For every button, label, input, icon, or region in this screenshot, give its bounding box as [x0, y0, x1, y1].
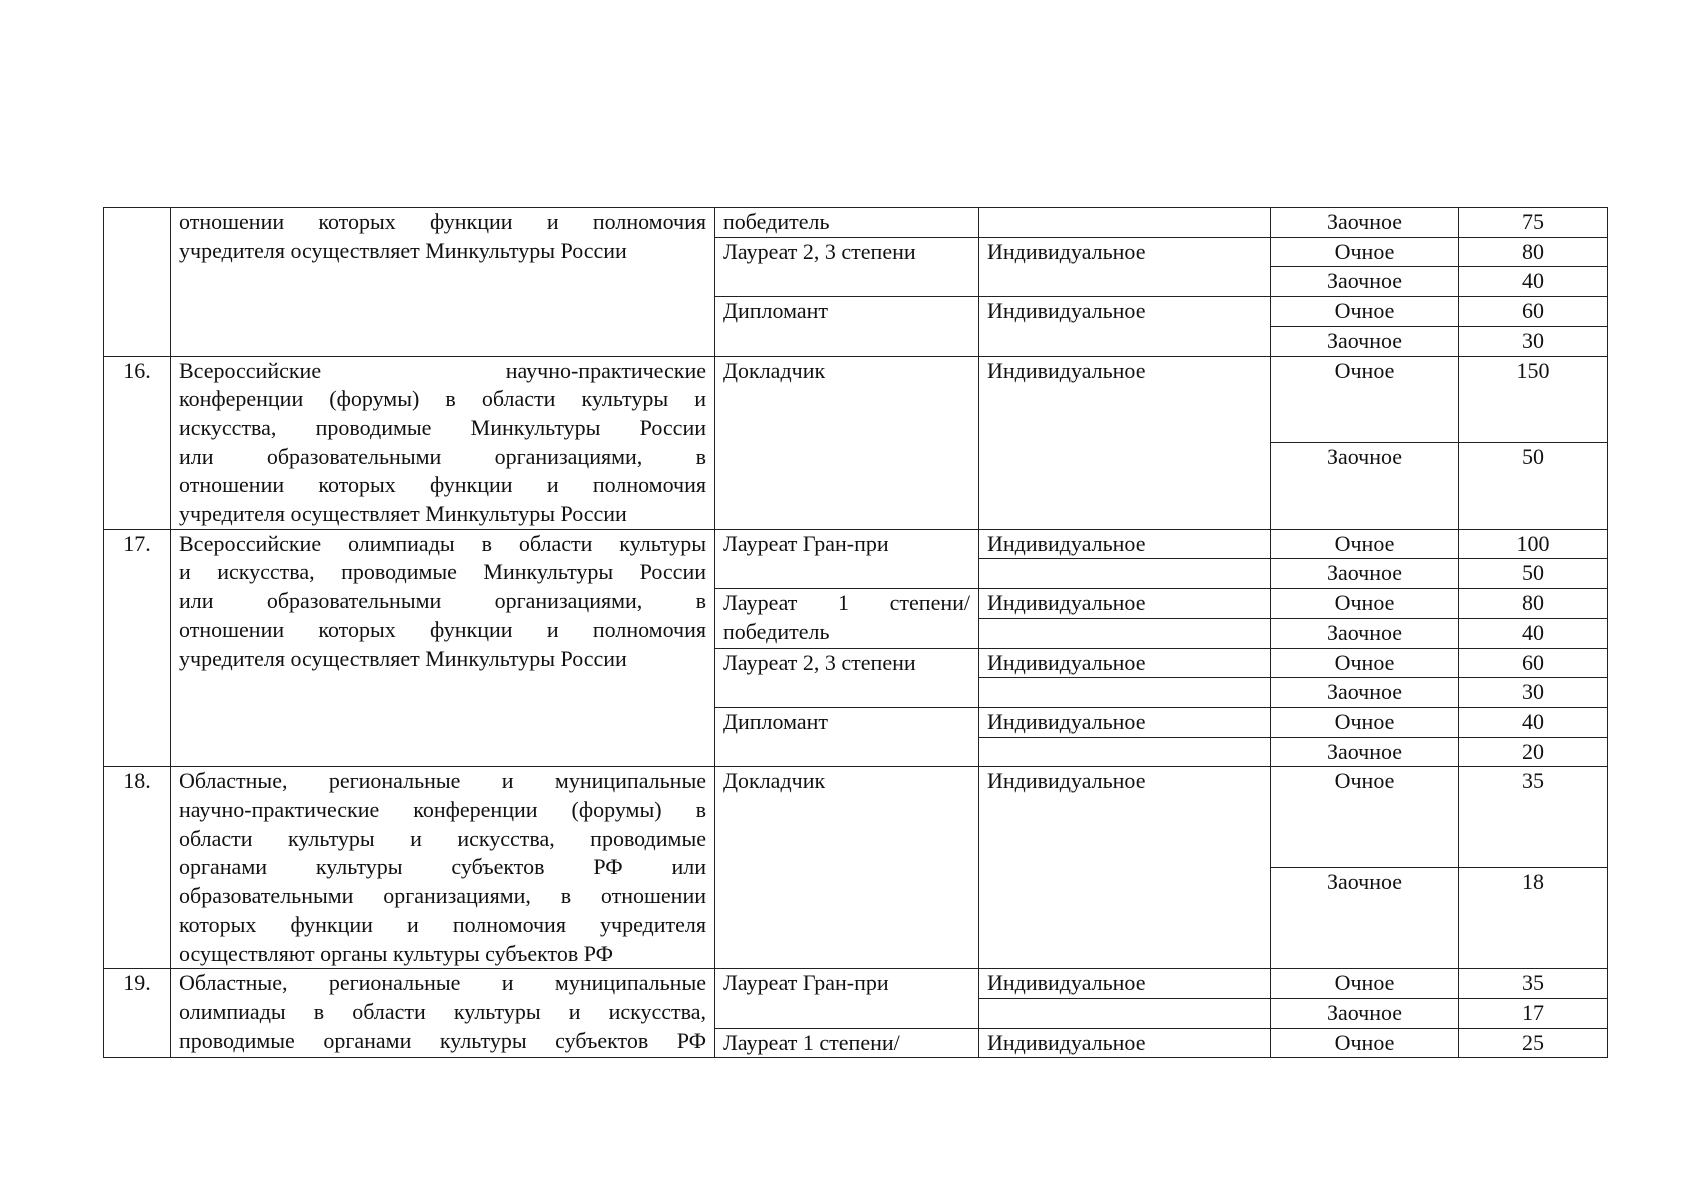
- row-number: 17.: [104, 529, 171, 767]
- participation-mode: Заочное: [1271, 443, 1459, 530]
- row-number: [104, 208, 171, 357]
- participation-mode: Заочное: [1271, 737, 1459, 767]
- description-line: учредителя осуществляет Минкультуры России: [179, 237, 627, 263]
- participation-type: Индивидуальное: [979, 237, 1271, 296]
- points-value: 75: [1459, 208, 1608, 238]
- participation-mode: Заочное: [1271, 868, 1459, 969]
- row-number: 18.: [104, 767, 171, 969]
- participation-mode: Очное: [1271, 707, 1459, 737]
- description-line: научно-практические конференции (форумы) в: [179, 797, 706, 823]
- points-value: 50: [1459, 443, 1608, 530]
- participation-type: Индивидуальное: [979, 1028, 1271, 1058]
- participation-type: Индивидуальное: [979, 767, 1271, 969]
- award-title-line: Лауреат 1 степени/: [723, 590, 970, 616]
- participation-type: [979, 208, 1271, 238]
- award-title-line: Дипломант: [723, 708, 829, 734]
- participation-type: [979, 559, 1271, 589]
- description-line: образовательными организациями, в отношении: [179, 883, 706, 909]
- description-line: которых функции и полномочия учредителя: [179, 911, 706, 937]
- points-value: 100: [1459, 529, 1608, 559]
- participation-mode: Очное: [1271, 237, 1459, 267]
- participation-type: Индивидуальное: [979, 969, 1271, 999]
- participation-mode: Заочное: [1271, 559, 1459, 589]
- table-row: [104, 208, 1608, 238]
- points-value: 30: [1459, 678, 1608, 708]
- points-value: 40: [1459, 618, 1608, 648]
- event-description: [171, 356, 715, 529]
- award-title-line: Дипломант: [723, 298, 829, 324]
- description-line: отношении которых функции и полномочия: [179, 209, 706, 234]
- participation-type: [979, 678, 1271, 708]
- participation-mode: Заочное: [1271, 678, 1459, 708]
- participation-mode: Очное: [1271, 767, 1459, 868]
- table-row: [104, 529, 1608, 559]
- description-line: Всероссийские научно-практические: [179, 357, 706, 383]
- row-number: 19.: [104, 969, 171, 1058]
- award-title: [715, 297, 979, 356]
- award-title-line: Докладчик: [723, 357, 826, 383]
- award-title: [715, 589, 979, 648]
- participation-type: [979, 618, 1271, 648]
- award-title-line: победитель: [723, 209, 830, 234]
- points-value: 17: [1459, 998, 1608, 1028]
- points-value: 40: [1459, 267, 1608, 297]
- award-title-line: Докладчик: [723, 768, 826, 794]
- event-description: [171, 969, 715, 1058]
- participation-mode: Очное: [1271, 297, 1459, 327]
- participation-mode: Очное: [1271, 648, 1459, 678]
- award-title-line: Лауреат Гран-при: [723, 530, 889, 556]
- table-row: [104, 969, 1608, 999]
- description-line: и искусства, проводимые Минкультуры России: [179, 559, 706, 585]
- participation-mode: Очное: [1271, 969, 1459, 999]
- awards-points-table: [103, 207, 1608, 1058]
- points-value: 35: [1459, 767, 1608, 868]
- award-title-line: победитель: [723, 618, 830, 644]
- description-line: искусства, проводимые Минкультуры России: [179, 414, 706, 440]
- points-value: 150: [1459, 356, 1608, 443]
- participation-mode: Заочное: [1271, 267, 1459, 297]
- description-line: учредителя осуществляет Минкультуры России: [179, 645, 627, 671]
- description-line: отношении которых функции и полномочия: [179, 616, 706, 642]
- participation-mode: Заочное: [1271, 326, 1459, 356]
- award-title: [715, 707, 979, 766]
- award-title: [715, 208, 979, 238]
- description-line: Областные, региональные и муниципальные: [179, 768, 706, 794]
- description-line: Областные, региональные и муниципальные: [179, 970, 706, 996]
- table-row: [104, 767, 1608, 868]
- row-number: 16.: [104, 356, 171, 529]
- participation-type: [979, 737, 1271, 767]
- award-title: [715, 356, 979, 529]
- description-line: области культуры и искусства, проводимые: [179, 825, 706, 851]
- points-value: 20: [1459, 737, 1608, 767]
- award-title: [715, 529, 979, 588]
- participation-mode: Очное: [1271, 1028, 1459, 1058]
- award-title-line: Лауреат 2, 3 степени: [723, 238, 916, 264]
- points-value: 35: [1459, 969, 1608, 999]
- description-line: конференции (форумы) в области культуры и: [179, 386, 706, 412]
- points-value: 60: [1459, 648, 1608, 678]
- description-line: или образовательными организациями, в: [179, 588, 706, 614]
- participation-type: Индивидуальное: [979, 356, 1271, 529]
- participation-type: Индивидуальное: [979, 529, 1271, 559]
- description-line: олимпиады в области культуры и искусства,: [179, 998, 706, 1024]
- points-value: 60: [1459, 297, 1608, 327]
- description-line: органами культуры субъектов РФ или: [179, 854, 706, 880]
- points-value: 80: [1459, 589, 1608, 619]
- table-row: [104, 356, 1608, 443]
- award-title-line: Лауреат 1 степени/: [723, 1029, 900, 1055]
- points-value: 40: [1459, 707, 1608, 737]
- award-title: [715, 767, 979, 969]
- participation-mode: Заочное: [1271, 998, 1459, 1028]
- participation-type: Индивидуальное: [979, 589, 1271, 619]
- points-value: 30: [1459, 326, 1608, 356]
- points-value: 50: [1459, 559, 1608, 589]
- participation-type: [979, 998, 1271, 1028]
- points-value: 25: [1459, 1028, 1608, 1058]
- description-line: Всероссийские олимпиады в области культуры: [179, 530, 706, 556]
- participation-mode: Очное: [1271, 356, 1459, 443]
- award-title: [715, 648, 979, 707]
- participation-type: Индивидуальное: [979, 707, 1271, 737]
- description-line: проводимые органами культуры субъектов РФ: [179, 1027, 706, 1053]
- description-line: осуществляют органы культуры субъектов РФ: [179, 940, 613, 966]
- points-value: 80: [1459, 237, 1608, 267]
- award-title: [715, 969, 979, 1028]
- event-description: [171, 767, 715, 969]
- participation-type: Индивидуальное: [979, 297, 1271, 356]
- award-title-line: Лауреат Гран-при: [723, 970, 889, 996]
- participation-mode: Заочное: [1271, 208, 1459, 238]
- participation-mode: Заочное: [1271, 618, 1459, 648]
- award-title-line: Лауреат 2, 3 степени: [723, 649, 916, 675]
- event-description: [171, 208, 715, 357]
- points-value: 18: [1459, 868, 1608, 969]
- event-description: [171, 529, 715, 767]
- description-line: или образовательными организациями, в: [179, 443, 706, 469]
- participation-type: Индивидуальное: [979, 648, 1271, 678]
- description-line: отношении которых функции и полномочия: [179, 472, 706, 498]
- award-title: [715, 1028, 979, 1058]
- participation-mode: Очное: [1271, 589, 1459, 619]
- participation-mode: Очное: [1271, 529, 1459, 559]
- award-title: [715, 237, 979, 296]
- description-line: учредителя осуществляет Минкультуры России: [179, 501, 627, 527]
- table-body: [104, 208, 1608, 1058]
